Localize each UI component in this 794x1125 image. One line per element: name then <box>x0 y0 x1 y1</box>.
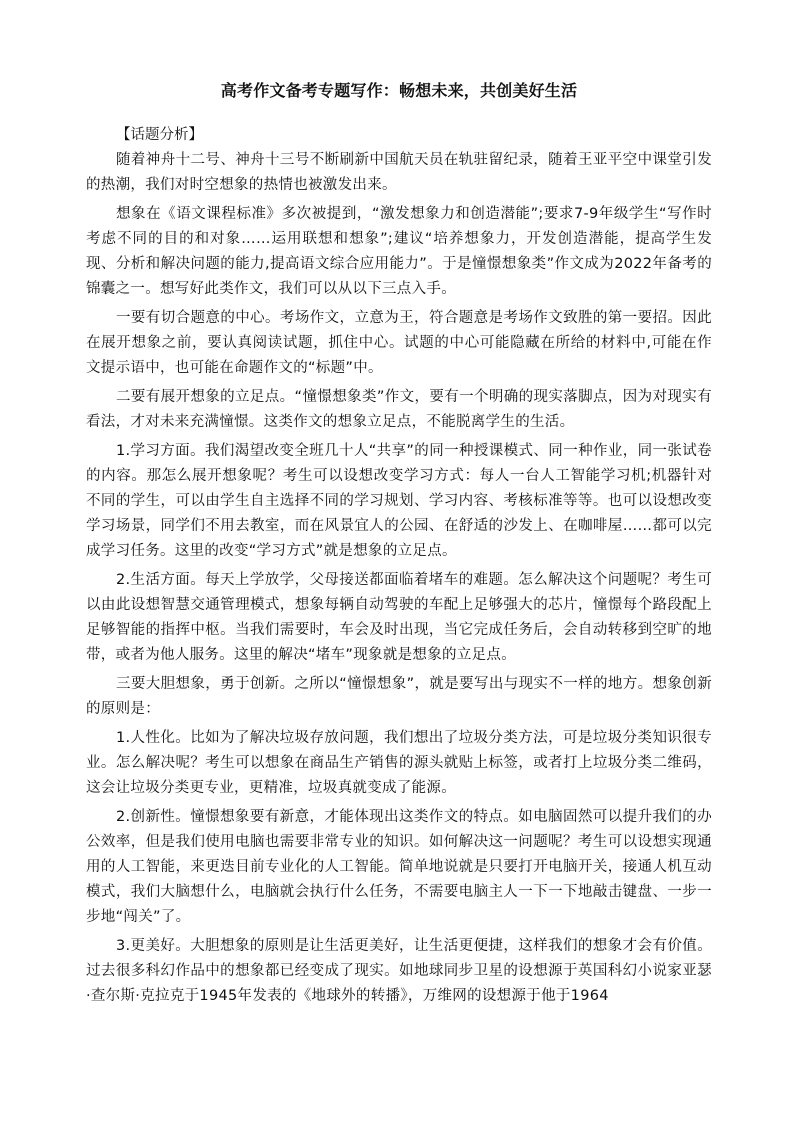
paragraph-1: 随着神舟十二号、神舟十三号不断刷新中国航天员在轨驻留纪录，随着王亚平空中课堂引发的热潮，我们对时空想象的热情也被激发出来。 <box>86 152 712 193</box>
paragraph-3: 一要有切合题意的中心。考场作文，立意为王，符合题意是考场作文致胜的第一要招。因此在展开想象之前，要认真阅读试题，抓住中心。试题的中心可能隐藏在所给的材料中,可能在作文提示语中，也可能在命题作文的“标题”中。 <box>86 310 712 376</box>
paragraph-5: 1.学习方面。我们渴望改变全班几十人“共享”的同一种授课模式、同一种作业，同一张试卷的内容。那怎么展开想象呢？考生可以设想改变学习方式：每人一台人工智能学习机;机器针对不同的学生，可以由学生自主选择不同的学习规划、学习内容、考核标准等等。也可以设想改变学习场景，同学们不用去教室，而在风景宜人的公园、在舒适的沙发上、在咖啡屋……都可以完成学习任务。这里的改变“学习方式”就是想象的立足点。 <box>86 443 712 559</box>
paragraph-8: 1.人性化。比如为了解决垃圾存放问题，我们想出了垃圾分类方法，可是垃圾分类知识很专业。怎么解决呢？考生可以想象在商品生产销售的源头就贴上标签，或者打上垃圾分类二维码，这会让垃圾分类更专业，更精准，垃圾真就变成了能源。 <box>86 730 712 796</box>
document-page <box>86 80 712 1013</box>
paragraph-7: 三要大胆想象，勇于创新。之所以“憧憬想象”，就是要写出与现实不一样的地方。想象创新的原则是： <box>86 676 712 717</box>
document-title: 高考作文备考专题写作：畅想未来，共创美好生活 <box>220 81 578 100</box>
paragraph-10: 3.更美好。大胆想象的原则是让生活更美好，让生活更便捷，这样我们的想象才会有价值。过去很多科幻作品中的想象都已经变成了现实。如地球同步卫星的设想源于英国科幻小说家亚瑟·查尔斯·克拉克于1945年发表的《地球外的转播》，万维网的设想源于他于1964 <box>86 938 712 1004</box>
section-label: 【话题分析】 <box>116 127 203 143</box>
paragraph-4: 二要有展开想象的立足点。“憧憬想象类”作文，要有一个明确的现实落脚点，因为对现实有看法，才对未来充满憧憬。这类作文的想象立足点，不能脱离学生的生活。 <box>86 389 712 430</box>
paragraph-2: 想象在《语文课程标准》多次被提到，“激发想象力和创造潜能”;要求7-9年级学生“写作时考虑不同的目的和对象……运用联想和想象”;建议“培养想象力，开发创造潜能，提高学生发现、分析和解决问题的能力,提高语文综合应用能力”。于是憧憬想象类”作文成为2022年备考的锦囊之一。想写好此类作文，我们可以从以下三点入手。 <box>86 206 712 297</box>
paragraph-6: 2.生活方面。每天上学放学，父母接送都面临着堵车的难题。怎么解决这个问题呢？考生可以由此设想智慧交通管理模式，想象每辆自动驾驶的车配上足够强大的芯片，憧憬每个路段配上足够智能的指挥中枢。当我们需要时，车会及时出现，当它完成任务后，会自动转移到空旷的地带，或者为他人服务。这里的解决“堵车”现象就是想象的立足点。 <box>86 572 712 663</box>
paragraph-9: 2.创新性。憧憬想象要有新意，才能体现出这类作文的特点。如电脑固然可以提升我们的办公效率，但是我们使用电脑也需要非常专业的知识。如何解决这一问题呢？考生可以设想实现通用的人工智能，来更迭目前专业化的人工智能。简单地说就是只要打开电脑开关，接通人机互动模式，我们大脑想什么，电脑就会执行什么任务，不需要电脑主人一下一下地敲击键盘、一步一步地“闯关”了。 <box>86 809 712 925</box>
